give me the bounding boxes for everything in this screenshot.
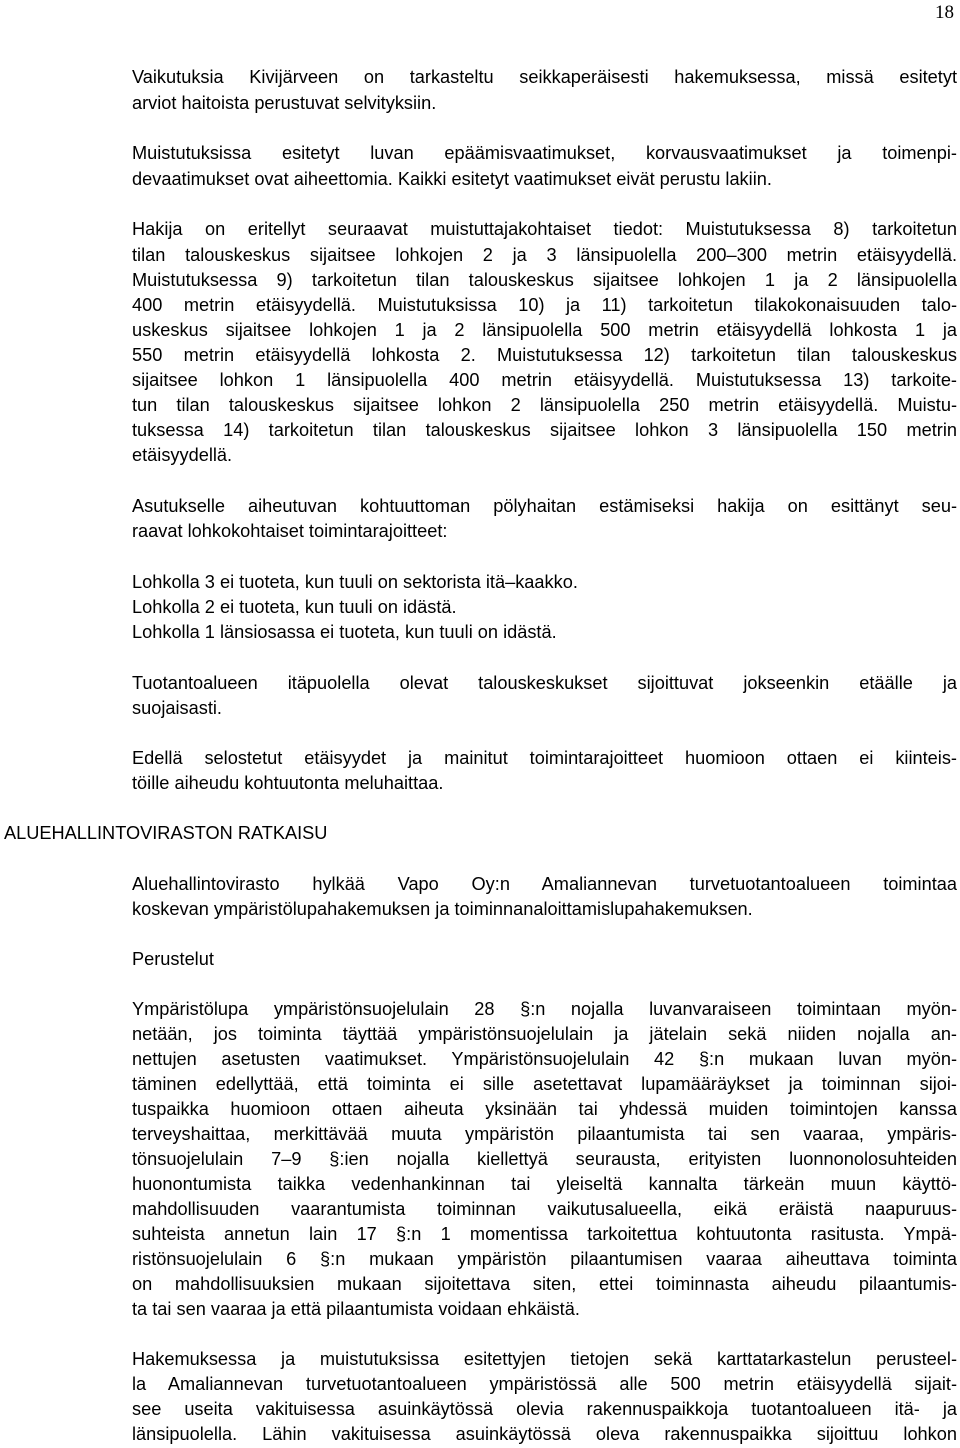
body-text-line: la Amaliannevan turvetuotantoalueen ympäristössä alle 500 metrin etäisyydellä sijait- [132,1374,957,1394]
body-text-line: suojaisasti. [132,698,222,718]
body-text-line: Hakija on eritellyt seuraavat muistuttajakohtaiset tiedot: Muistutuksessa 8) tarkoitetun [132,219,957,239]
body-text-line: etäisyydellä. [132,445,233,465]
body-text-line: terveyshaittaa, merkittävää muuta ympäristön pilaantumista tai sen vaaraa, ympäris- [132,1124,957,1144]
body-text-line: Edellä selostetut etäisyydet ja mainitut toimintarajoitteet huomioon ottaen ei kiinteis- [132,748,957,768]
body-text-line: mahdollisuuden vaarantumista toiminnan vaikutusalueella, eikä eräistä naapuruus- [132,1199,957,1219]
restriction-item: Lohkolla 3 ei tuoteta, kun tuuli on sektorista itä–kaakko. [132,572,578,592]
body-text-line: on mahdollisuuksien mukaan sijoitettava siten, ettei toiminnasta aiheudu pilaantumis- [132,1274,957,1294]
body-text-line: ta tai sen vaaraa ja että pilaantumista voidaan ehkäistä. [132,1299,580,1319]
body-text-line: tönsuojelulain 7–9 §:ien nojalla kiellettyä seurausta, erityisten luonnonolosuhteiden [132,1149,957,1169]
subheading-perustelut: Perustelut [132,949,214,969]
body-text-line: Asutukselle aiheutuvan kohtuuttoman pölyhaitan estämiseksi hakija on esittänyt seu- [132,496,957,516]
body-text-line: tilan talouskeskus sijaitsee lohkojen 2 ja 3 länsipuolella 200–300 metrin etäisyydellä. [132,245,957,265]
restriction-item: Lohkolla 2 ei tuoteta, kun tuuli on idästä. [132,597,457,617]
body-text-line: see useita vakituisessa asuinkäytössä olevia rakennuspaikkoja tuotantoalueen itä- ja [132,1399,957,1419]
body-text-line: nettujen asetusten vaatimukset. Ympäristönsuojelulain 42 §:n mukaan luvan myön- [132,1049,957,1069]
body-text-line: devaatimukset ovat aiheettomia. Kaikki esitetyt vaatimukset eivät perustu lakiin. [132,169,772,189]
body-text-line: Muistutuksessa 9) tarkoitetun tilan talouskeskus sijaitsee lohkojen 1 ja 2 länsipuolella [132,270,957,290]
body-text-line: uskeskus sijaitsee lohkojen 1 ja 2 länsipuolella 500 metrin etäisyydellä lohkosta 1 ja [132,320,957,340]
body-text-line: 400 metrin etäisyydellä. Muistutuksissa 10) ja 11) tarkoitetun tilakokonaisuuden talo- [132,295,957,315]
page-number: 18 [935,2,954,23]
body-text-line: Ympäristölupa ympäristönsuojelulain 28 §:n nojalla luvanvaraiseen toimintaan myön- [132,999,957,1019]
body-text-line: Tuotantoalueen itäpuolella olevat talouskeskukset sijoittuvat jokseenkin etäälle ja [132,673,957,693]
body-text-line: raavat lohkokohtaiset toimintarajoitteet: [132,521,448,541]
body-text-line: tun tilan talouskeskus sijaitsee lohkon 2 länsipuolella 250 metrin etäisyydellä. Muistu- [132,395,957,415]
body-text-line: tuksessa 14) tarkoitetun tilan talouskeskus sijaitsee lohkon 3 länsipuolella 150 metrin [132,420,957,440]
body-text-line: tuspaikka huomioon ottaen aiheuta yksinään tai yhdessä muiden toimintojen kanssa [132,1099,957,1119]
body-text-line: ristönsuojelulain 6 §:n mukaan ympäristön pilaantumisen vaaraa aiheuttava toiminta [132,1249,957,1269]
body-text-line: länsipuolella. Lähin vakituisessa asuinkäytössä oleva rakennuspaikka sijoittuu lohkon [132,1424,957,1444]
body-text-line: Aluehallintovirasto hylkää Vapo Oy:n Amaliannevan turvetuotantoalueen toimintaa [132,874,957,894]
body-text-line: Hakemuksessa ja muistutuksissa esitettyjen tietojen sekä karttatarkastelun perusteel- [132,1349,957,1369]
body-text-line: arviot haitoista perustuvat selvityksiin. [132,93,437,113]
section-heading: ALUEHALLINTOVIRASTON RATKAISU [4,823,328,843]
body-text-line: 550 metrin etäisyydellä lohkosta 2. Muistutuksessa 12) tarkoitetun tilan talouskeskus [132,345,957,365]
body-text-line: sijaitsee lohkon 1 länsipuolella 400 metrin etäisyydellä. Muistutuksessa 13) tarkoite- [132,370,957,390]
body-text-line: Muistutuksissa esitetyt luvan epäämisvaatimukset, korvausvaatimukset ja toimenpi- [132,143,957,163]
restriction-item: Lohkolla 1 länsiosassa ei tuoteta, kun tuuli on idästä. [132,622,557,642]
body-text-line: Vaikutuksia Kivijärveen on tarkasteltu seikkaperäisesti hakemuksessa, missä esitetyt [132,67,957,87]
body-text-line: koskevan ympäristölupahakemuksen ja toiminnanaloittamislupahakemuksen. [132,899,753,919]
body-text-line: töille aiheudu kohtuutonta meluhaittaa. [132,773,444,793]
body-text-line: suhteista annetun lain 17 §:n 1 momentissa tarkoitettua kohtuutonta rasitusta. Ympä- [132,1224,957,1244]
body-text-line: netään, jos toiminta täyttää ympäristönsuojelulain ja jätelain sekä niiden nojalla an- [132,1024,957,1044]
body-text-line: huonontumista taikka vedenhankinnan tai yleiseltä kannalta tärkeän muun käyttö- [132,1174,957,1194]
body-text-line: täminen edellyttää, että toiminta ei sille asetettavat lupamääräykset ja toiminnan sijoi- [132,1074,957,1094]
